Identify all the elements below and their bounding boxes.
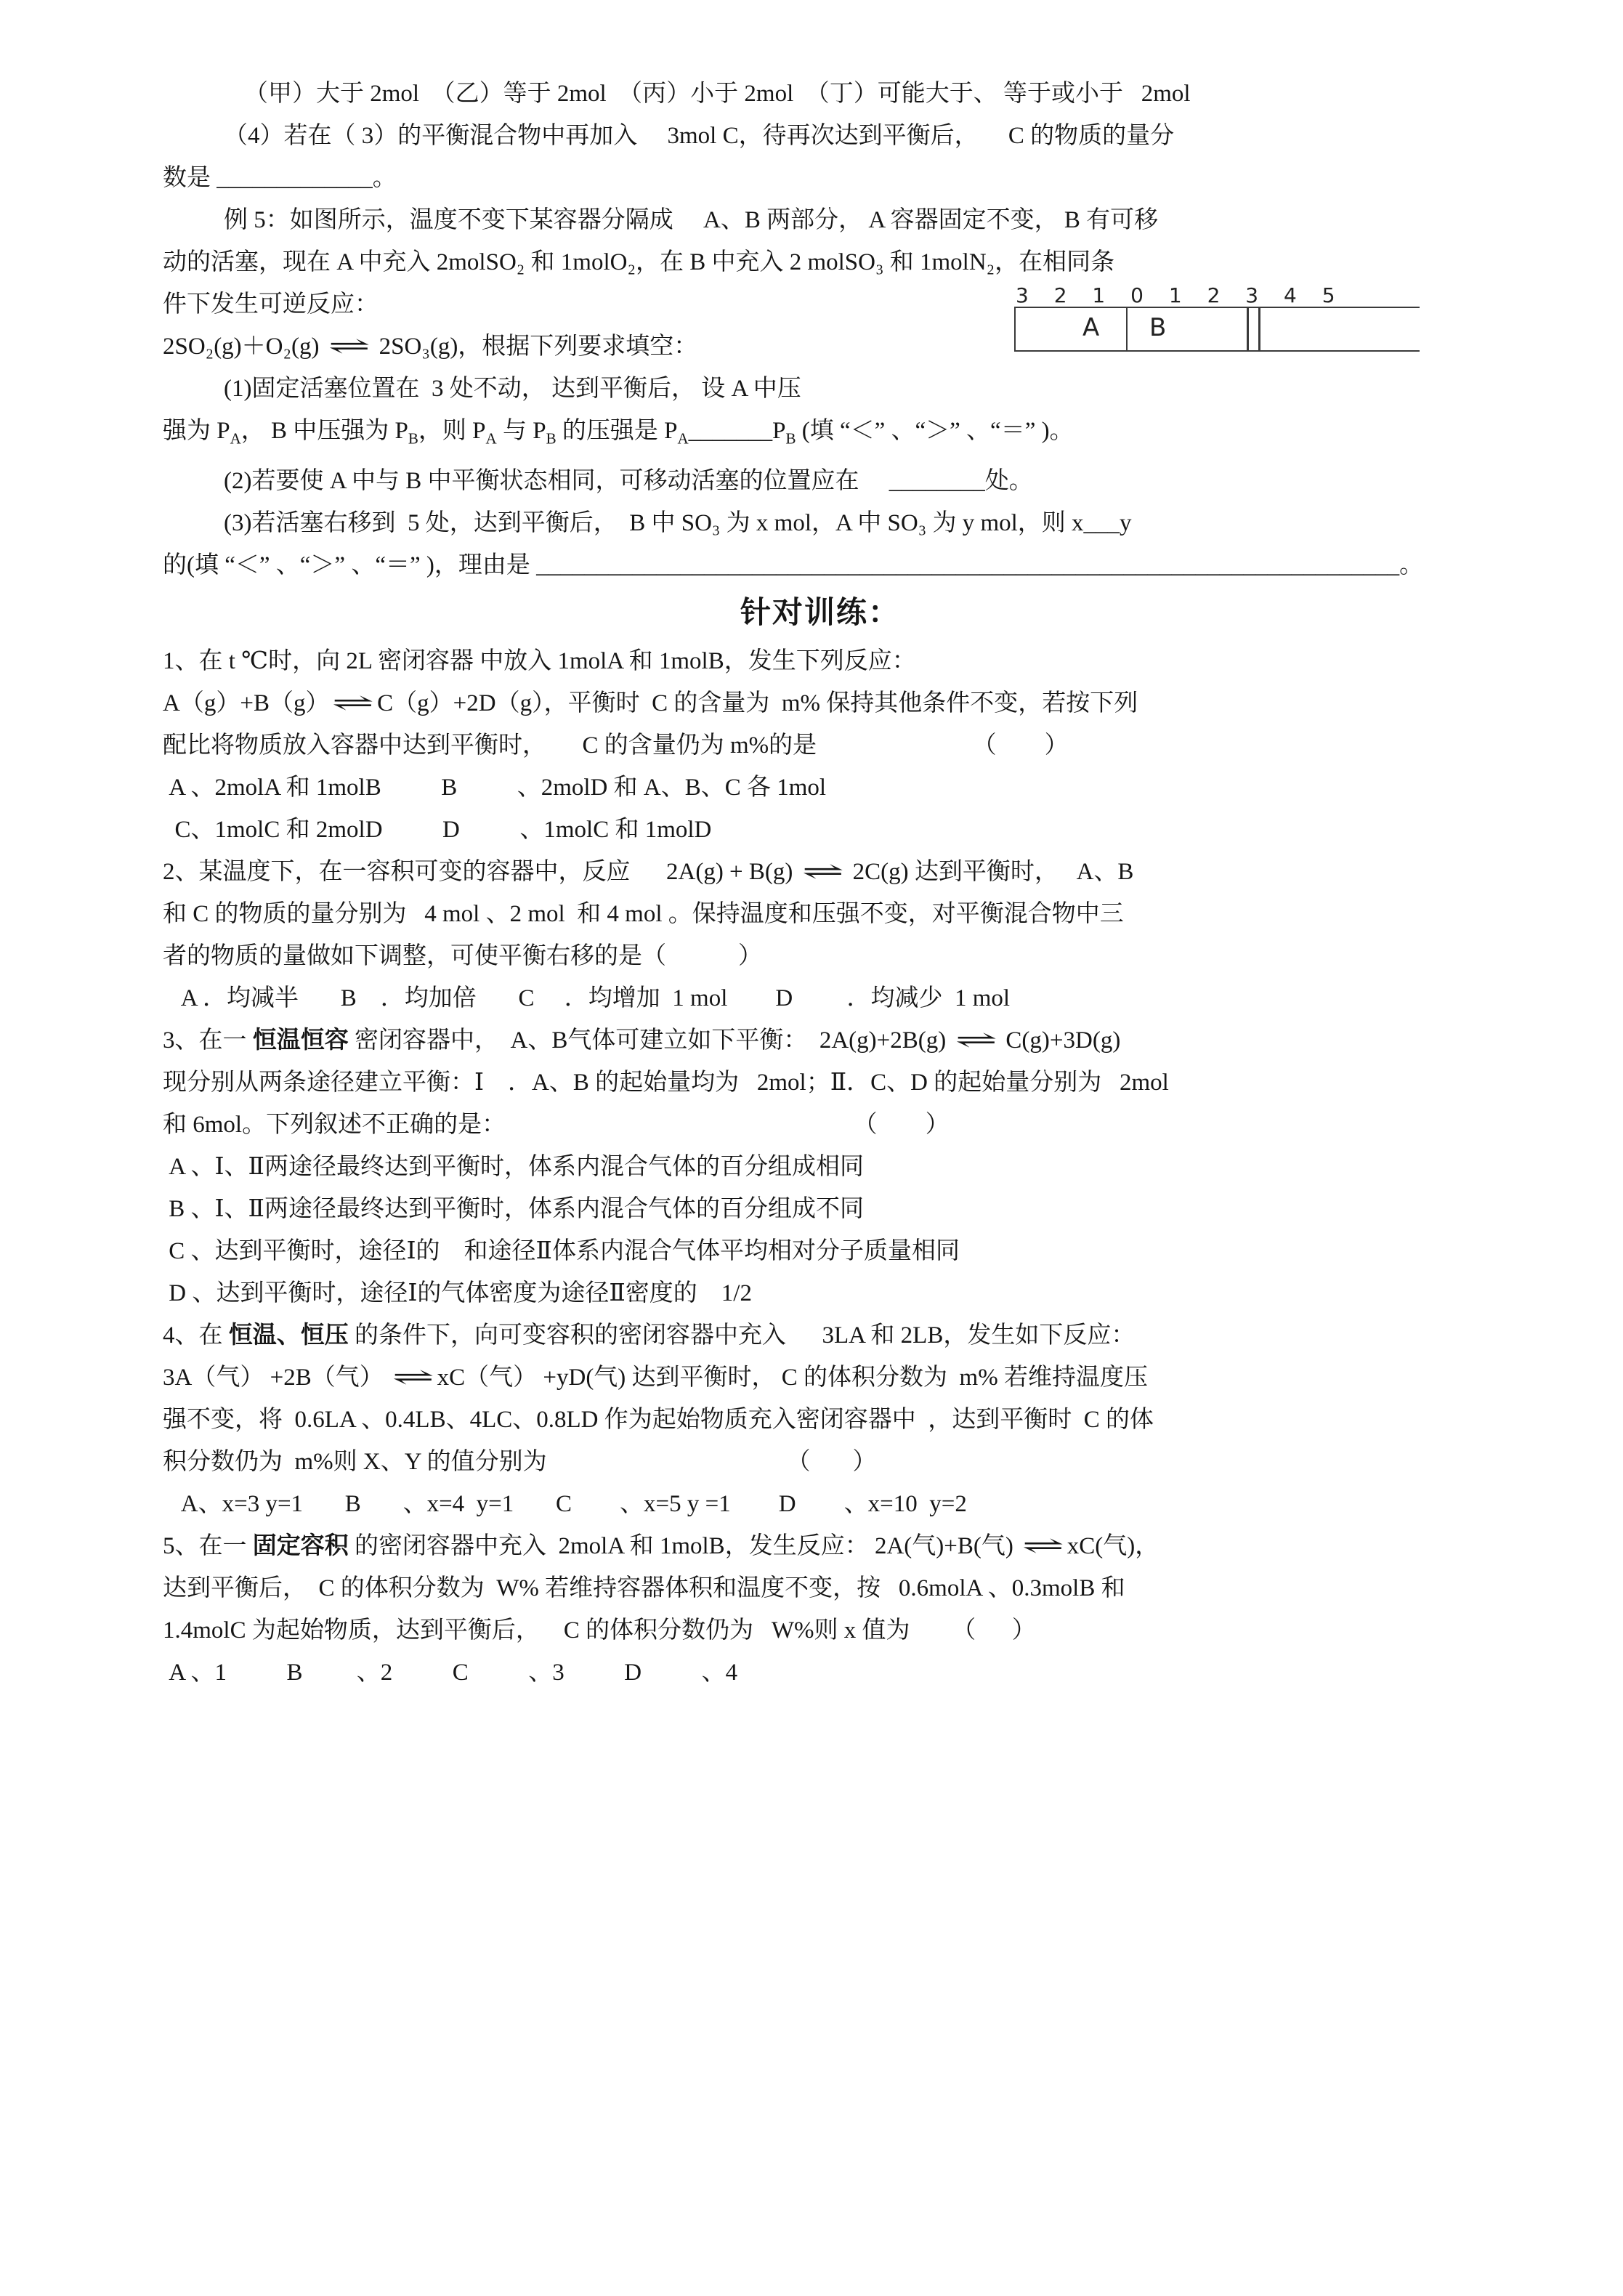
q2-line-3: 者的物质的量做如下调整，可使平衡右移的是（ ） — [163, 942, 762, 969]
movable-piston — [1247, 307, 1260, 352]
q4-line-2: 3A（气） +2B（气） ⇌ xC（气） +yD(气) 达到平衡时， C 的体积分数为 m% 若维持温度压 — [163, 1357, 1478, 1399]
emphasis-guding-rongji: 固定容积 — [252, 1532, 349, 1559]
q3-option-d: D 、达到平衡时，途径Ⅰ的气体密度为途径Ⅱ密度的 1/2 — [163, 1280, 752, 1306]
text-segment: 5、在一 — [163, 1532, 253, 1559]
emphasis-hengwen-hengya: 恒温、恒压 — [228, 1322, 349, 1349]
subscript-a: A — [230, 429, 241, 448]
text-segment: 密闭容器中， A、B气体可建立如下平衡： 2A(g)+2B(g) ⇌ C(g)+3D(g) — [349, 1027, 1121, 1054]
q3-line-2: 现分别从两条途径建立平衡：Ⅰ ．A、B 的起始量均为 2mol；Ⅱ．C、D 的起始量分别为 2mol — [163, 1069, 1169, 1096]
q1-line-3: 配比将物质放入容器中达到平衡时， C 的含量仍为 m%的是 （ ） — [163, 732, 1069, 759]
q5-line-1 — [163, 1525, 1478, 1567]
q2-line-2: 和 C 的物质的量分别为 4 mol 、2 mol 和 4 mol 。保持温度和压强不变，对平衡混合物中三 — [163, 900, 1124, 927]
equilibrium-arrow-icon: ⇌ — [801, 858, 844, 885]
q5-options: A 、1 B 、2 C 、3 D 、4 — [163, 1659, 738, 1686]
q2-options: A ．均减半 B ．均加倍 C ．均增加 1 mol D ．均减少 1 mol — [163, 985, 1011, 1011]
intro-question-4: （4）若在（ 3）的平衡混合物中再加入 3mol C，待再次达到平衡后， C 的物质的量分 — [224, 123, 1175, 149]
text-segment: _______P — [688, 418, 786, 444]
q3-line-1 — [163, 1019, 1478, 1062]
ruler-scale: 3 2 1 0 1 2 3 4 5 — [1016, 283, 1335, 307]
q5-line-2: 达到平衡后， C 的体积分数为 W% 若维持容器体积和温度不变，按 0.6molA 、0.3molB 和 — [163, 1575, 1125, 1601]
q1-options-ab: A 、2molA 和 1molB B 、2molD 和 A、B、C 各 1mol — [163, 774, 827, 801]
q4-line-3: 强不变，将 0.6LA 、0.4LB、4LC、0.8LD 作为起始物质充入密闭容器中 ，达到平衡时 C 的体 — [163, 1406, 1154, 1433]
subscript-b: B — [408, 429, 418, 448]
text-segment: 4、在 — [163, 1322, 229, 1349]
equilibrium-arrow-icon: ⇌ — [332, 690, 375, 716]
q1-options-cd: C、1molC 和 2molD D 、1molC 和 1molD — [163, 816, 712, 843]
q2-line-1: 2、某温度下，在一容积可变的容器中，反应 2A(g) + B(g) ⇌ 2C(g) 达到平衡时， A、B — [163, 851, 1478, 893]
q5-line-3: 1.4molC 为起始物质，达到平衡后， C 的体积分数仍为 W%则 x 值为 （ ） — [163, 1617, 1036, 1644]
example5-sub3: (3)若活塞右移到 5 处，达到平衡后， B 中 SO₃ 为 x mol，A 中 SO₃ 为 y mol，则 x___y — [224, 509, 1132, 536]
emphasis-hengwen-hengrong: 恒温恒容 — [252, 1027, 349, 1054]
text-segment: ， B 中压强为 P — [240, 418, 408, 444]
example5-sub1: (1)固定活塞位置在 3 处不动， 达到平衡后， 设 A 中压 — [224, 376, 801, 402]
chamber-a-label: A — [1082, 313, 1100, 342]
subscript-b: B — [785, 429, 796, 448]
equilibrium-arrow-icon: ⇌ — [392, 1364, 434, 1391]
equilibrium-arrow-icon: ⇌ — [955, 1027, 997, 1054]
chamber-divider — [1126, 308, 1128, 350]
text-segment: ，则 P — [418, 418, 486, 444]
q1-line-1: 1、在 t ℃时，向 2L 密闭容器 中放入 1molA 和 1molB，发生下列反应： — [163, 647, 916, 674]
subscript-a: A — [677, 429, 689, 448]
subscript-b: B — [546, 429, 556, 448]
q4-line-1 — [163, 1314, 1478, 1357]
text-segment: 的密闭容器中充入 2molA 和 1molB，发生反应： 2A(气)+B(气) ⇌ xC(气)， — [349, 1533, 1159, 1559]
section-heading: 针对训练： — [740, 596, 900, 630]
example5-line-1: 例 5：如图所示，温度不变下某容器分隔成 A、B 两部分， A 容器固定不变， B 有可移 — [224, 207, 1159, 233]
vessel-outline — [1014, 307, 1420, 352]
q3-option-a: A 、Ⅰ、Ⅱ两途径最终达到平衡时，体系内混合气体的百分组成相同 — [163, 1153, 864, 1180]
q4-options: A、x=3 y=1 B 、x=4 y=1 C 、x=5 y =1 D 、x=10 y=2 — [163, 1490, 967, 1517]
subscript-a: A — [485, 429, 497, 448]
equilibrium-arrow-icon: ⇌ — [328, 334, 371, 360]
vessel-diagram — [1014, 285, 1420, 352]
text-segment: 的压强是 P — [556, 418, 678, 444]
example5-line-3: 件下发生可逆反应： — [163, 291, 379, 318]
text-segment: 3、在一 — [163, 1027, 253, 1054]
q3-line-3: 和 6mol。下列叙述不正确的是： （ ） — [163, 1111, 950, 1138]
equilibrium-arrow-icon: ⇌ — [1021, 1532, 1064, 1559]
example5-line-2: 动的活塞，现在 A 中充入 2molSO₂ 和 1molO₂，在 B 中充入 2 molSO₃ 和 1molN₂，在相同条 — [163, 249, 1115, 275]
example5-sub2: (2)若要使 A 中与 B 中平衡状态相同，可移动活塞的位置应在 ________处。 — [224, 467, 1033, 494]
intro-answer-blank: 数是 _____________。 — [163, 165, 397, 191]
q3-option-b: B 、Ⅰ、Ⅱ两途径最终达到平衡时，体系内混合气体的百分组成不同 — [163, 1195, 864, 1222]
chamber-b-label: B — [1149, 313, 1167, 342]
example5-pressure-line — [163, 410, 1478, 460]
example5-sub3-cont: 的(填 “＜” 、“＞” 、“＝” )，理由是 ________________________________________________________________________。 — [163, 551, 1424, 578]
q1-line-2: A（g）+B（g） ⇌ C（g）+2D（g），平衡时 C 的含量为 m% 保持其他条件不变，若按下列 — [163, 682, 1478, 724]
intro-choice-line: （甲）大于 2mol （乙）等于 2mol （丙）小于 2mol （丁）可能大于、 等于或小于 2mol — [244, 81, 1191, 107]
text-segment: 与 P — [496, 418, 546, 444]
so2-equation-line: 2SO₂(g)＋O₂(g) ⇌ 2SO₃(g)，根据下列要求填空： — [163, 326, 1478, 368]
q4-line-4: 积分数仍为 m%则 X、Y 的值分别为 （ ） — [163, 1448, 877, 1475]
text-segment: (填 “＜” 、“＞” 、“＝” )。 — [796, 418, 1074, 444]
text-segment: 强为 P — [163, 418, 230, 444]
q3-option-c: C 、达到平衡时，途径Ⅰ的 和途径Ⅱ体系内混合气体平均相对分子质量相同 — [163, 1237, 960, 1264]
text-segment: 的条件下，向可变容积的密闭容器中充入 3LA 和 2LB，发生如下反应： — [348, 1322, 1136, 1349]
